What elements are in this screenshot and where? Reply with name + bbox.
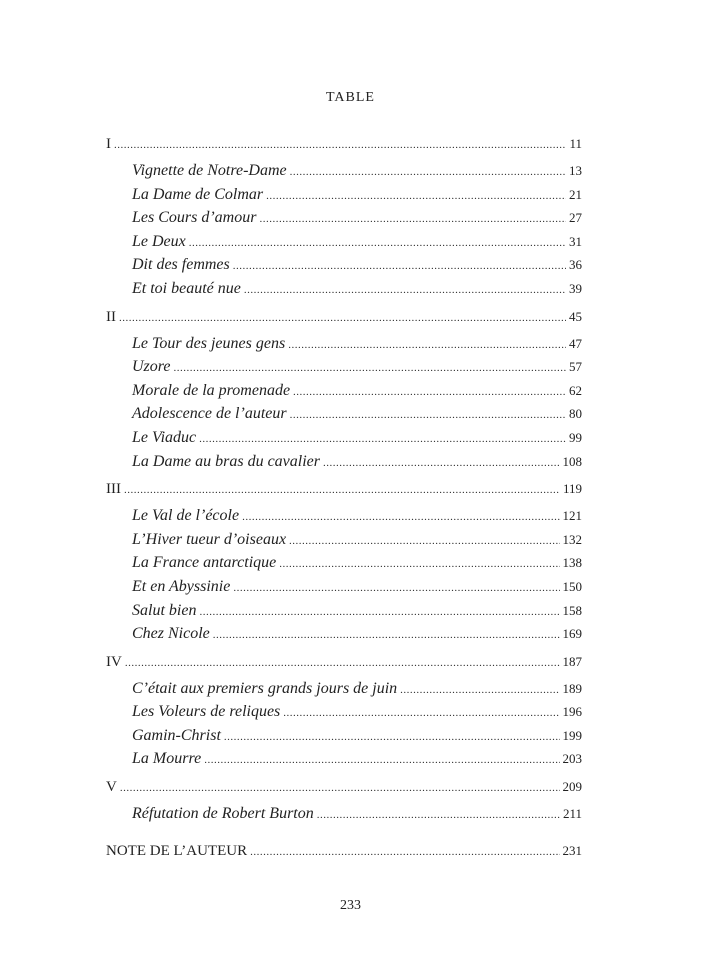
toc-entry (106, 551, 582, 575)
dot-leader (199, 601, 559, 625)
toc-entry (106, 206, 582, 230)
page-number: 233 (340, 898, 361, 913)
toc-part-entry (106, 133, 582, 155)
table-of-contents (106, 133, 582, 862)
page-title: TABLE (326, 90, 375, 105)
toc-part-page: 187 (562, 653, 582, 669)
dot-leader (114, 134, 566, 156)
toc-entry-title: Et en Abyssinie (132, 577, 231, 595)
toc-entry-page: 99 (569, 429, 582, 445)
toc-entry-title: Les Cours d’amour (132, 209, 257, 227)
toc-part-page: 119 (562, 481, 582, 497)
dot-leader (290, 161, 566, 185)
toc-entry (106, 379, 582, 403)
dot-leader (233, 255, 566, 279)
dot-leader (293, 381, 566, 405)
toc-entry-title: La Dame au bras du cavalier (132, 452, 320, 470)
toc-part-entry (106, 306, 582, 328)
dot-leader (204, 749, 559, 773)
toc-entry-title: Gamin-Christ (132, 726, 221, 744)
toc-entry (106, 355, 582, 379)
toc-entry-title: L’Hiver tueur d’oiseaux (132, 530, 287, 548)
toc-entry-page: 57 (569, 359, 582, 375)
toc-part-page: 11 (569, 136, 582, 151)
toc-entry-title: La Mourre (132, 750, 202, 768)
toc-part-label: IV (106, 653, 122, 670)
dot-leader (242, 506, 559, 530)
toc-part-label: V (106, 779, 117, 796)
toc-entry-title: Salut bien (132, 601, 197, 619)
toc-entry-title: Chez Nicole (132, 625, 210, 643)
toc-entry-title: C’était aux premiers grands jours de juin (132, 679, 398, 697)
toc-entry (106, 159, 582, 183)
dot-leader (189, 232, 566, 256)
toc-entry-title: Le Tour des jeunes gens (132, 334, 286, 352)
toc-entry (106, 277, 582, 301)
toc-note-label: NOTE DE L’AUTEUR (106, 842, 248, 859)
toc-entry (106, 747, 582, 771)
dot-leader (317, 804, 560, 828)
toc-entry-title: Uzore (132, 358, 171, 376)
dot-leader (283, 702, 559, 726)
dot-leader (174, 357, 566, 381)
dot-leader (259, 208, 566, 232)
toc-entry-page: 196 (562, 704, 582, 720)
toc-entry-title: La Dame de Colmar (132, 185, 264, 203)
toc-entry-page: 108 (562, 453, 582, 469)
toc-entry (106, 700, 582, 724)
toc-note-entry (106, 840, 582, 862)
toc-part-label: II (106, 308, 116, 325)
toc-note-page: 231 (562, 842, 582, 858)
toc-entry (106, 332, 582, 356)
dot-leader (224, 726, 560, 750)
toc-entry (106, 802, 582, 826)
toc-entry-title: Le Val de l’école (132, 507, 240, 525)
toc-entry-page: 80 (569, 406, 582, 422)
toc-part-entry (106, 776, 582, 798)
toc-entry (106, 528, 582, 552)
dot-leader (119, 307, 566, 329)
dot-leader (244, 279, 566, 303)
toc-entry (106, 402, 582, 426)
toc-entry (106, 575, 582, 599)
toc-entry-page: 158 (562, 602, 582, 618)
toc-part-entry (106, 651, 582, 673)
toc-entry-title: Et toi beauté nue (132, 279, 241, 297)
toc-entry-title: La France antarctique (132, 554, 277, 572)
toc-entry-title: Morale de la promenade (132, 381, 291, 399)
toc-entry-page: 13 (569, 163, 582, 178)
dot-leader (400, 679, 559, 703)
dot-leader (124, 479, 560, 501)
dot-leader (323, 452, 560, 476)
toc-entry-page: 39 (569, 280, 582, 296)
toc-part-page: 209 (562, 779, 582, 795)
toc-entry-title: Le Viaduc (132, 428, 197, 446)
toc-entry-page: 189 (562, 680, 582, 696)
toc-entry-page: 121 (562, 508, 582, 524)
toc-entry-page: 138 (562, 555, 582, 571)
toc-part-label: III (106, 481, 121, 498)
dot-leader (120, 777, 560, 799)
toc-entry-title: Le Deux (132, 232, 186, 250)
dot-leader (250, 841, 559, 863)
toc-entry-page: 27 (569, 210, 582, 226)
dot-leader (125, 652, 560, 674)
toc-entry (106, 183, 582, 207)
toc-entry (106, 504, 582, 528)
toc-entry-title: Adolescence de l’auteur (132, 405, 287, 423)
toc-entry-page: 21 (569, 186, 582, 202)
toc-part-page: 45 (569, 308, 582, 324)
dot-leader (279, 553, 559, 577)
toc-entry-page: 169 (562, 626, 582, 642)
dot-leader (266, 185, 566, 209)
dot-leader (290, 404, 566, 428)
toc-entry-title: Vignette de Notre-Dame (132, 162, 287, 179)
toc-entry (106, 677, 582, 701)
toc-entry-page: 36 (569, 257, 582, 273)
dot-leader (233, 577, 559, 601)
toc-entry-page: 132 (562, 531, 582, 547)
dot-leader (199, 428, 566, 452)
toc-entry-title: Dit des femmes (132, 256, 230, 274)
toc-entry-page: 199 (562, 727, 582, 743)
toc-entry-page: 150 (562, 578, 582, 594)
toc-entry (106, 253, 582, 277)
dot-leader (288, 334, 566, 358)
toc-entry-page: 203 (562, 751, 582, 767)
dot-leader (213, 624, 560, 648)
toc-entry-page: 47 (569, 335, 582, 351)
toc-entry (106, 622, 582, 646)
toc-entry (106, 426, 582, 450)
toc-entry (106, 450, 582, 474)
toc-part-label: I (106, 136, 111, 152)
toc-entry-page: 31 (569, 233, 582, 249)
dot-leader (289, 530, 559, 554)
toc-entry (106, 599, 582, 623)
toc-entry-page: 62 (569, 382, 582, 398)
toc-entry-title: Les Voleurs de reliques (132, 703, 281, 721)
toc-part-entry (106, 478, 582, 500)
toc-entry-title: Réfutation de Robert Burton (132, 805, 314, 823)
toc-entry-page: 211 (562, 806, 582, 822)
toc-entry (106, 230, 582, 254)
toc-entry (106, 724, 582, 748)
